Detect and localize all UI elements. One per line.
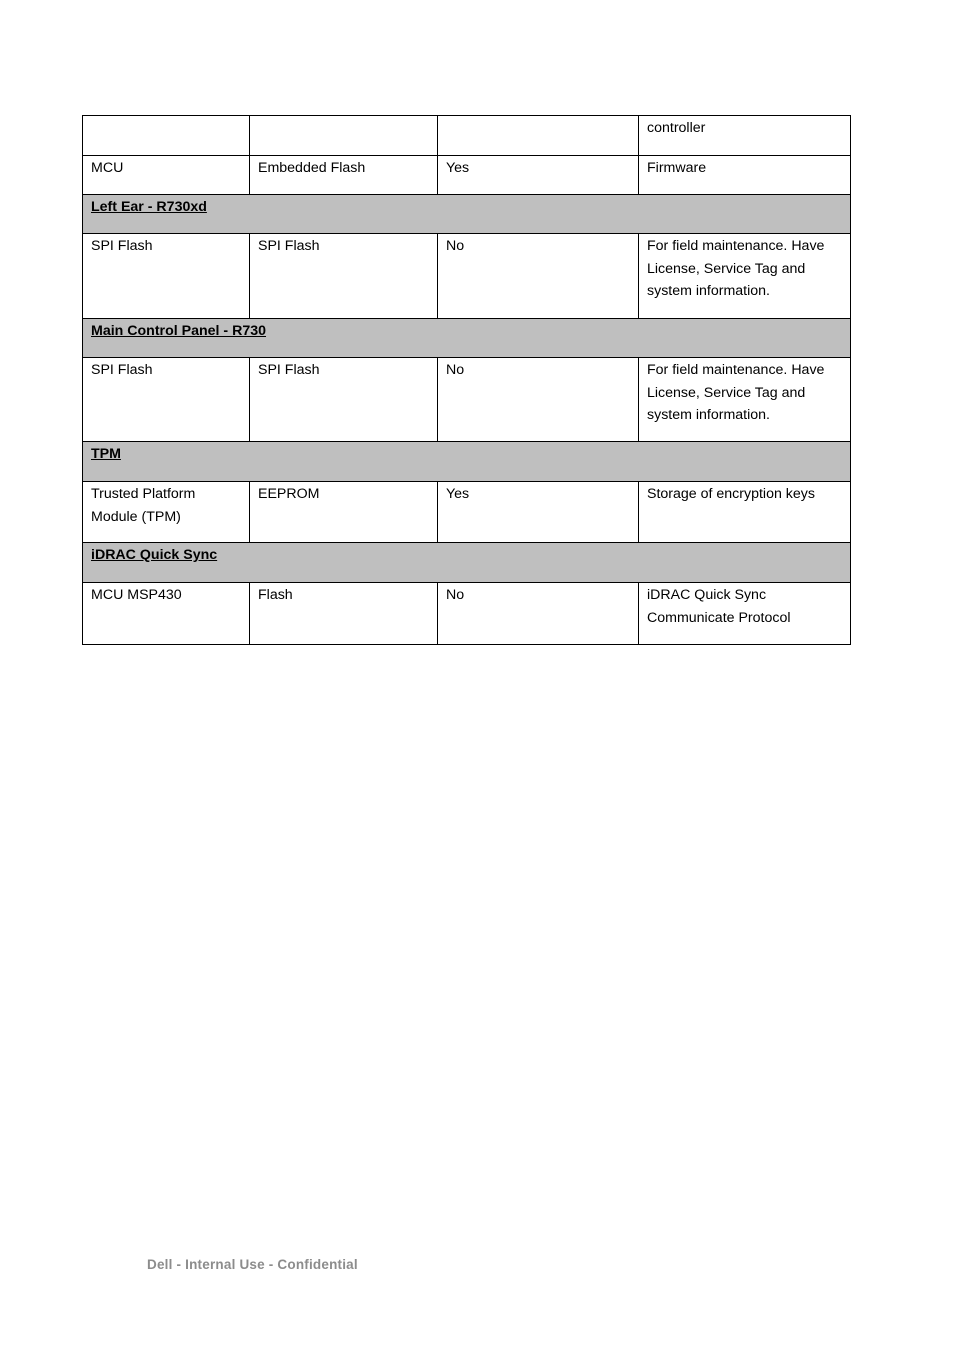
- table-cell: SPI Flash: [83, 234, 250, 319]
- table-cell: Firmware: [639, 156, 851, 195]
- table-cell: EEPROM: [250, 482, 438, 543]
- component-table: [82, 115, 851, 645]
- confidentiality-footer: Dell - Internal Use - Confidential: [147, 1257, 358, 1272]
- table-cell: controller: [639, 116, 851, 156]
- table-cell: MCU: [83, 156, 250, 195]
- section-title: TPM: [91, 446, 121, 462]
- section-header-row: [83, 319, 851, 358]
- table-cell: No: [438, 358, 639, 442]
- section-header-row: [83, 543, 851, 583]
- table-cell: For field maintenance. Have License, Service Tag and system information.: [639, 358, 851, 442]
- table-cell: Flash: [250, 583, 438, 645]
- table-cell: [83, 116, 250, 156]
- table-row: [83, 358, 851, 442]
- table-cell: [438, 116, 639, 156]
- table-cell: [250, 116, 438, 156]
- table-row: [83, 583, 851, 645]
- table-cell: SPI Flash: [250, 234, 438, 319]
- table-row: [83, 482, 851, 543]
- table-row: [83, 156, 851, 195]
- section-header-cell: [83, 543, 851, 583]
- section-header-row: [83, 442, 851, 482]
- section-title: Left Ear - R730xd: [91, 199, 207, 215]
- table-cell: Storage of encryption keys: [639, 482, 851, 543]
- table-cell: Embedded Flash: [250, 156, 438, 195]
- section-title: iDRAC Quick Sync: [91, 547, 218, 563]
- section-title: Main Control Panel - R730: [91, 323, 267, 339]
- table-cell: SPI Flash: [83, 358, 250, 442]
- section-header-row: [83, 195, 851, 234]
- table-cell: No: [438, 234, 639, 319]
- table-cell: No: [438, 583, 639, 645]
- table-cell: SPI Flash: [250, 358, 438, 442]
- table-row: [83, 234, 851, 319]
- table-cell: For field maintenance. Have License, Service Tag and system information.: [639, 234, 851, 319]
- table-cell: MCU MSP430: [83, 583, 250, 645]
- table-cell: Trusted Platform Module (TPM): [83, 482, 250, 543]
- section-header-cell: [83, 442, 851, 482]
- table-cell: Yes: [438, 482, 639, 543]
- section-header-cell: [83, 319, 851, 358]
- table-cell: iDRAC Quick Sync Communicate Protocol: [639, 583, 851, 645]
- section-header-cell: [83, 195, 851, 234]
- table-cell: Yes: [438, 156, 639, 195]
- table-row: [83, 116, 851, 156]
